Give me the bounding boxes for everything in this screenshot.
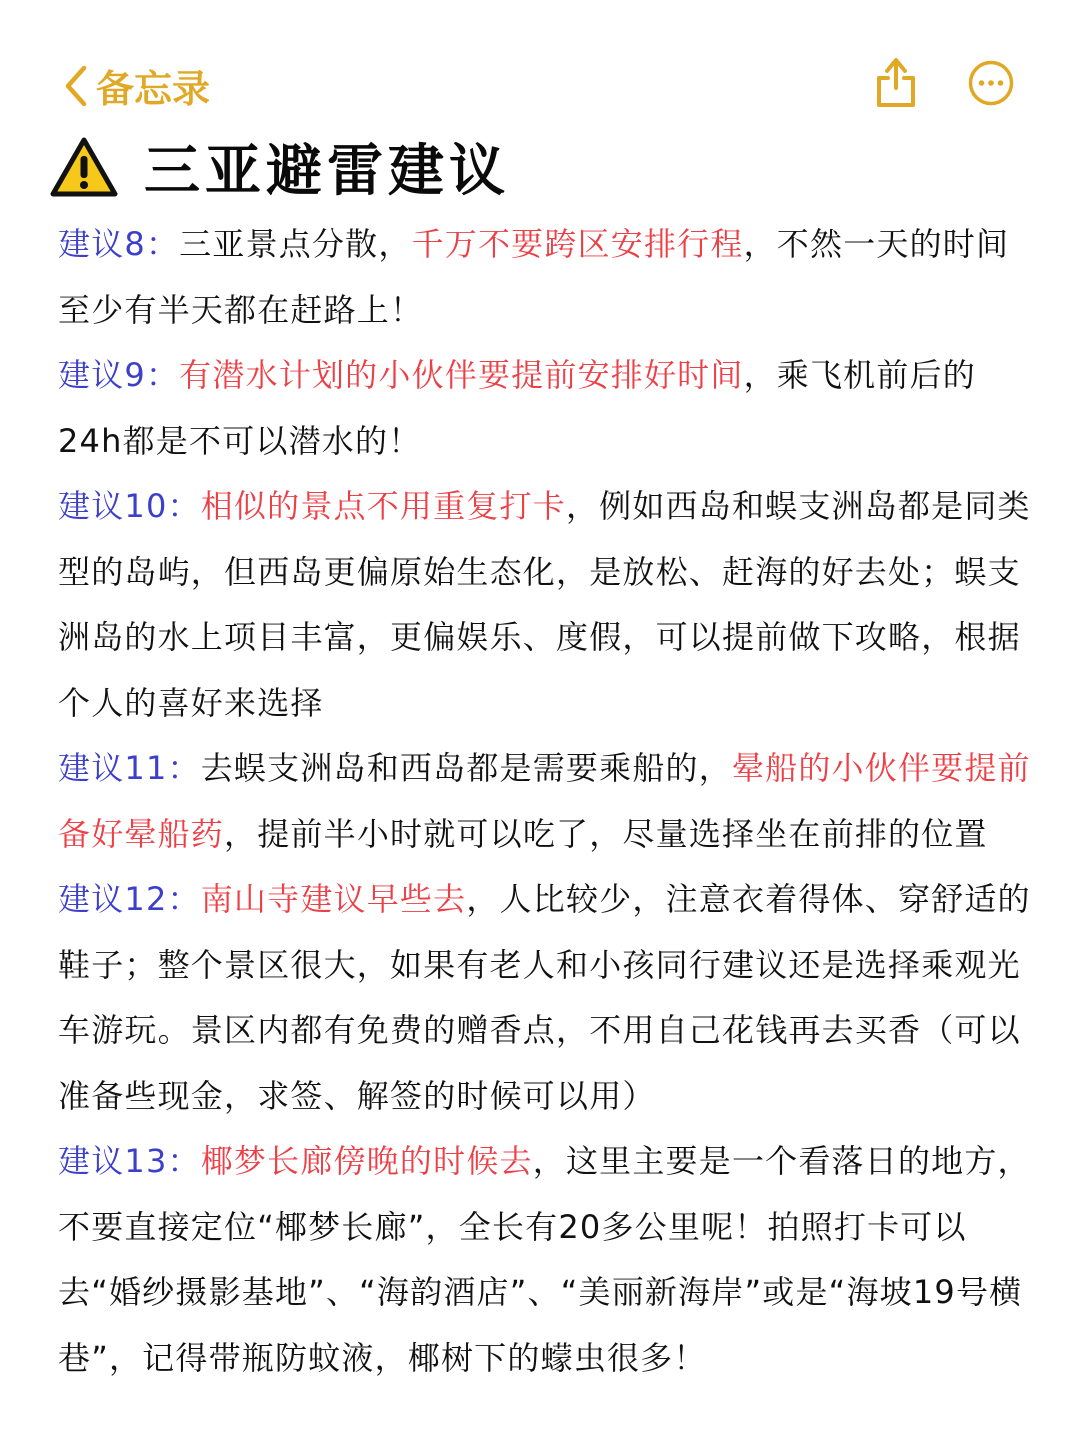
tip-label: 建议12： [58,880,201,918]
tip-13 [58,1129,1038,1391]
tip-text: 三亚景点分散， [179,225,412,263]
tip-highlight: 南山寺建议早些去 [200,880,467,918]
back-label: 备忘录 [96,67,211,111]
note-title-text: 三亚避雷建议 [144,139,510,204]
tip-11 [58,736,1038,867]
tip-text: ，提前半小时就可以吃了，尽量选择坐在前排的位置 [224,814,988,853]
navigation-bar [0,0,1080,130]
tip-text: ，这里主要是一个看落日的地方，不要直接定位“椰梦长廊”，全长有20多公里呢！拍照打卡可以去“婚纱摄影基地”、“海韵酒店”、“美丽新海岸”或是“海坡19号横巷”，记得带瓶防蚊液，椰树下的蠓虫很多！ [58,1142,1031,1377]
tip-highlight: 有潜水计划的小伙伴要提前安排好时间 [179,356,744,394]
tip-highlight: 千万不要跨区安排行程 [411,225,744,263]
tip-text: ，人比较少，注意衣着得体、穿舒适的鞋子；整个景区很大，如果有老人和小孩同行建议还是选择乘观光车游玩。景区内都有免费的赠香点，不用自己花钱再去买香（可以准备些现金，求签、解签的时候可以用） [58,880,1031,1115]
warning-icon [50,136,118,198]
tip-12 [58,867,1038,1129]
more-icon[interactable] [968,60,1014,106]
tip-text: ，乘飞机前后的24h都是不可以潜水的！ [58,356,976,460]
tip-8 [58,212,1038,343]
tip-label: 建议10： [58,487,201,525]
tip-text: ，例如西岛和蜈支洲岛都是同类型的岛屿，但西岛更偏原始生态化，是放松、赶海的好去处；蜈支洲岛的水上项目丰富，更偏娱乐、度假，可以提前做下攻略，根据个人的喜好来选择 [58,487,1031,722]
share-icon[interactable] [870,54,922,110]
tip-highlight: 椰梦长廊傍晚的时候去 [200,1142,533,1180]
note-body [58,212,1038,1391]
tip-text: ，不然一天的时间至少有半天都在赶路上！ [58,225,1010,329]
tip-label: 建议9： [58,356,180,394]
note-title [50,134,510,204]
back-button[interactable] [58,58,210,113]
tip-highlight: 相似的景点不用重复打卡 [200,487,566,525]
tip-highlight: 晕船的小伙伴要提前备好晕船药 [58,749,1031,853]
tip-label: 建议8： [58,225,180,263]
tip-9 [58,343,1038,474]
tip-10 [58,474,1038,736]
tip-label: 建议13： [58,1142,201,1180]
tip-text: 去蜈支洲岛和西岛都是需要乘船的， [200,749,732,787]
tip-label: 建议11： [58,749,201,787]
chevron-left-icon [58,60,94,112]
